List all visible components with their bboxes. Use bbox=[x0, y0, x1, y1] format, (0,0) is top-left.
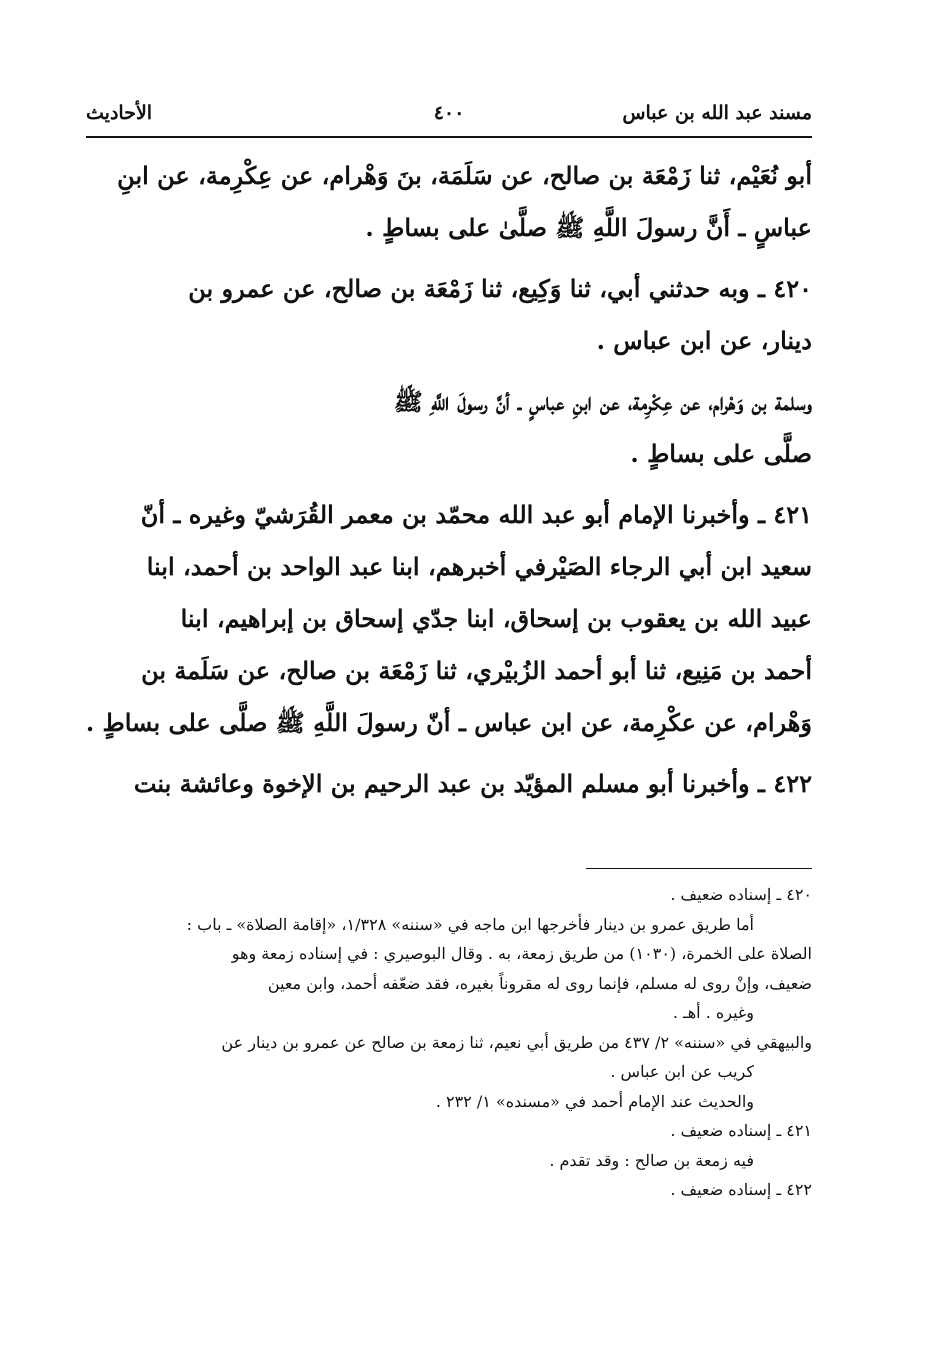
footnote-rule bbox=[586, 868, 812, 869]
text-line: صلَّى على بساطٍ . bbox=[630, 439, 812, 468]
footnotes bbox=[86, 880, 812, 1205]
footnote-line: ضعيف، وإنْ روى له مسلم، فإنما روى له مقروناً بغيره، فقد ضعّفه أحمد، وابن معين bbox=[267, 973, 812, 993]
section-title: الأحاديث bbox=[86, 102, 153, 124]
running-header bbox=[86, 92, 812, 132]
footnote-line: كريب عن ابن عباس . bbox=[610, 1062, 754, 1081]
footnote-line: الصلاة على الخمرة، (١٠٣٠) من طريق زمعة، به . وقال البوصيري : في إسناده زمعة وهو bbox=[231, 944, 812, 963]
text-line: عبيد الله بن يعقوب بن إسحاق، ابنا جدّي إسحاق بن إبراهيم، ابنا bbox=[180, 604, 812, 633]
footnote-line: والحديث عند الإمام أحمد في «مسنده» ١/ ٢٣٢ . bbox=[435, 1091, 754, 1111]
text-line: وسلمة بن وَهْرام، عن عِكْرِمة، عن ابنِ عباسٍ ـ أنَّ رسولَ اللَّهِ ﷺ bbox=[393, 387, 812, 416]
hadith-420-line: ٤٢٠ ـ وبه حدثني أبي، ثنا وَكِيع، ثنا زَمْعَة بن صالح، عن عمرو بن bbox=[188, 274, 812, 303]
text-line: أبو نُعَيْم، ثنا زَمْعَة بن صالح، عن سَلَمَة، بنَ وَهْرام، عن عِكْرِمة، عن ابنِ bbox=[117, 161, 812, 190]
footnote-422-title: ٤٢٢ ـ إسناده ضعيف . bbox=[670, 1180, 812, 1199]
text-line: عباسٍ ـ أَنَّ رسولَ اللَّهِ ﷺ صلَّىٰ على بساطٍ . bbox=[365, 213, 812, 242]
text-line: أحمد بن مَنِيع، ثنا أبو أحمد الزُبيْري، ثنا زَمْعَة بن صالح، عن سَلَمة بن bbox=[141, 656, 812, 685]
hadith-421-line: ٤٢١ ـ وأخبرنا الإمام أبو عبد الله محمّد بن معمر القُرَشيّ وغيره ـ أنّ bbox=[140, 500, 812, 529]
footnote-421-title: ٤٢١ ـ إسناده ضعيف . bbox=[670, 1121, 812, 1140]
text-line: وَهْرام، عن عكْرِمة، عن ابن عباس ـ أنّ رسولَ اللَّهِ ﷺ صلَّى على بساطٍ . bbox=[85, 708, 812, 737]
main-text bbox=[86, 150, 812, 810]
text-line: سعيد ابن أبي الرجاء الصَيْرفي أخبرهم، ابنا عبد الواحد بن أحمد، ابنا bbox=[146, 552, 812, 581]
hadith-422-line: ٤٢٢ ـ وأخبرنا أبو مسلم المؤيّد بن عبد الرحيم بن الإخوة وعائشة بنت bbox=[133, 769, 812, 798]
footnote-line: وغيره . أهـ . bbox=[672, 1003, 754, 1022]
footnote-line: والبيهقي في «سننه» ٢/ ٤٣٧ من طريق أبي نعيم، ثنا زمعة بن صالح عن عمرو بن دينار عن bbox=[221, 1032, 812, 1052]
text-line: دينار، عن ابن عباس . bbox=[596, 326, 812, 355]
footnote-line: أما طريق عمرو بن دينار فأخرجها ابن ماجه في «سننه» ١/٣٢٨، «إقامة الصلاة» ـ باب : bbox=[186, 914, 754, 934]
footnote-420-title: ٤٢٠ ـ إسناده ضعيف . bbox=[670, 885, 812, 904]
header-rule bbox=[86, 136, 812, 138]
book-title: مسند عبد الله بن عباس bbox=[622, 102, 812, 124]
page-number: ٤٠٠ bbox=[433, 102, 465, 124]
footnote-line: فيه زمعة بن صالح : وقد تقدم . bbox=[549, 1150, 754, 1170]
